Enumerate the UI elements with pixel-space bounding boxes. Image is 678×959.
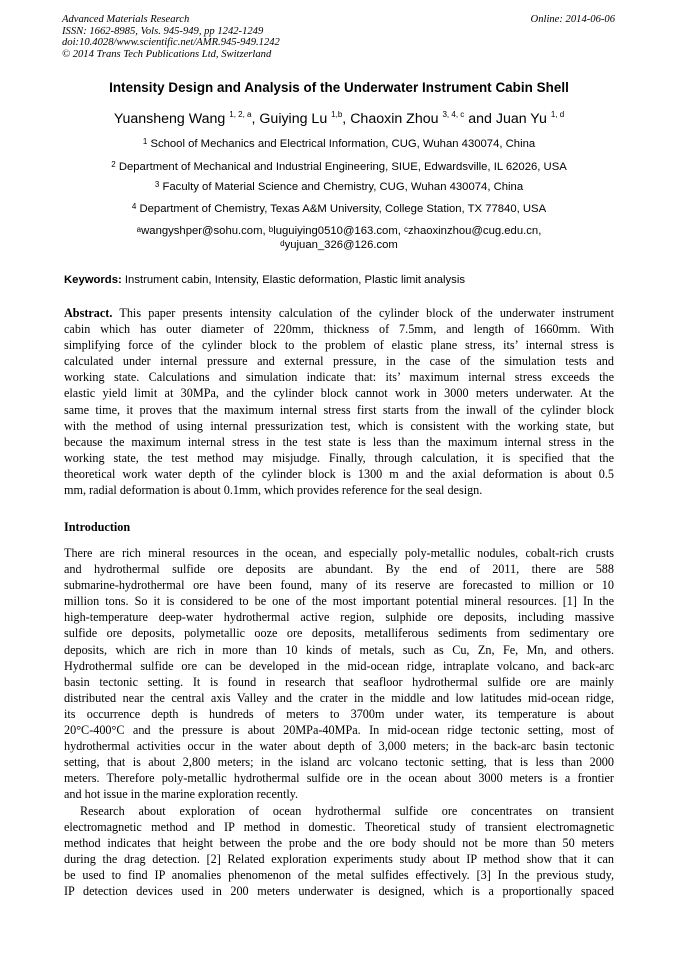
text-line: basin tectonic setting. It is found in research that seafloor hydrothermal sulfide ore are mainly <box>64 674 614 689</box>
author-emails <box>0 224 678 252</box>
affiliation-number: 4 <box>131 202 137 211</box>
text-line: with the method of using internal pressurization test, which is consistent with the working state, but <box>64 418 614 433</box>
text-line: and hydrothermal sulfide ore deposits are abundant. By the end of 2011, there are 588 <box>64 562 614 577</box>
author-list: Yuansheng Wang $^{1, 2, a}$, Guiying Lu $^{1,b}$, Chaoxin Zhou $^{3, 4, c}$ and Juan Yu $^{1, d}$ <box>113 110 565 127</box>
text-line: working state, the test method may misjudge. Finally, through calculation, it is specified that the <box>64 450 614 465</box>
affiliation-text: School of Mechanics and Electrical Information, CUG, Wuhan 430074, China <box>150 138 536 150</box>
text-line: hydrothermal activities occur in the water about depth of 3,000 meters; in the back-arc basin tectonic <box>64 739 614 754</box>
text-line: million tons. So it is considered to be one of the most important potential mineral resources. [1] In the <box>64 594 614 609</box>
online-date: Online: 2014-06-06 <box>530 14 615 25</box>
author-name: Juan Yu <box>495 111 547 127</box>
text-line: working state. Calculations and simulation indicate that: its’ maximum internal stress exceeds the <box>64 370 614 385</box>
author-affiliation-marker: 1,b <box>331 110 343 119</box>
keywords-text: Instrument cabin, Intensity, Elastic deformation, Plastic limit analysis <box>121 274 465 286</box>
email-address[interactable]: luguiying0510@163.com, <box>273 225 405 237</box>
author-name: Chaoxin Zhou <box>350 111 439 127</box>
affiliation-number: 3 <box>154 180 160 189</box>
email-marker: b <box>268 225 274 234</box>
text-line: Hydrothermal sulfide ore can be developed in the mid-ocean ridge, intraplate volcano, and back-arc <box>64 658 614 673</box>
abstract-label: Abstract. <box>64 306 113 320</box>
affiliation-number: 2 <box>111 160 116 169</box>
email-address[interactable]: yujuan_326@126.com <box>284 239 398 251</box>
affiliation-number: 1 <box>142 137 148 146</box>
text-line: IP detection devices used in 200 meters underwater is designed, which is a proportionally spaced <box>64 883 614 898</box>
text-line: method indicates that height between the probe and the ore body should not be more than 50 meters <box>64 835 614 850</box>
text-line: its occurrence depth is hundreds of meters to 3700m under water, its temperature is about <box>64 706 614 721</box>
keywords-line <box>64 274 465 286</box>
text-line: mm, radial deformation is about 0.1mm, which provides reference for the seal design. <box>64 483 483 498</box>
issn-line: ISSN: 1662-8985, Vols. 945-949, pp 1242-1249 <box>62 25 264 37</box>
text-line: same time, it proves that the maximum internal stress first starts from the inwall of the cylinder block <box>64 402 614 417</box>
text-line: be used to find IP anomalies phenomenon of the metal sulfides effectively. [3] In the previous study, <box>64 867 614 882</box>
author-name: Guiying Lu <box>259 111 328 127</box>
text-line: elastic yield limit at 30MPa, and the cylinder block cannot work in 3000 meters underwater. At the <box>64 386 614 401</box>
text-line: sulfide ore deposits, polymetallic ooze ore deposits, metalliferous sediments from sedimentary ore <box>64 626 614 641</box>
author-affiliation-marker: 1, d <box>550 110 565 119</box>
text-line: during the drag detection. [2] Related exploration experiments study about IP method show that it can <box>64 851 614 866</box>
author-affiliation-marker: 3, 4, c <box>442 110 465 119</box>
text-line: There are rich mineral resources in the ocean, and especially poly-metallic nodules, cobalt-rich crusts <box>64 546 614 560</box>
affiliation <box>0 181 678 193</box>
text-line: calculated under internal pressure and external pressure, in the case of the simulation tests and <box>64 354 614 369</box>
affiliation-text: Faculty of Material Science and Chemistry, CUG, Wuhan 430074, China <box>162 181 524 193</box>
affiliation-text: Department of Mechanical and Industrial Engineering, SIUE, Edwardsville, IL 62026, USA <box>118 161 567 173</box>
text-line: 20°C-400°C and the pressure is about 20MPa-40MPa. In mid-ocean ridge tectonic setting, most of <box>64 723 614 738</box>
email-address[interactable]: zhaoxinzhou@cug.edu.cn, <box>408 225 542 237</box>
text-line: theoretical work water depth of the cylinder block is 1300 m and the axial deformation is about 0.5 <box>64 466 614 481</box>
author-name: Yuansheng Wang <box>113 111 226 127</box>
email-marker: a <box>136 225 142 234</box>
affiliation-text: Department of Chemistry, Texas A&M University, College Station, TX 77840, USA <box>139 203 547 215</box>
text-line: and hot issue in the marine exploration recently. <box>64 787 299 802</box>
paper-title: Intensity Design and Analysis of the Underwater Instrument Cabin Shell <box>109 80 569 95</box>
text-line: Research about exploration of ocean hydrothermal sulfide ore concentrates on transient <box>80 803 614 818</box>
introduction-paragraph <box>64 545 614 899</box>
email-marker: d <box>280 239 285 248</box>
text-line: deposits, which are rich in more than 10 kinds of metals, such as Cu, Zn, Fe, Mn, and others. <box>64 642 614 657</box>
text-line: Abstract. This paper presents intensity calculation of the cylinder block of the underwater instrument <box>64 306 614 320</box>
text-line: high-temperature deep-water hydrothermal active region, sulphide ore deposits, including massive <box>64 610 614 625</box>
text-line: submarine-hydrothermal ore have been found, many of its reserve are forecasted to million or 10 <box>64 578 614 593</box>
copyright-line: © 2014 Trans Tech Publications Ltd, Switzerland <box>62 48 272 60</box>
text-line: setting, that is about 2,800 meters; in the island arc volcano tectonic setting, that is less than 2000 <box>64 755 614 770</box>
author-affiliation-marker: 1, 2, a <box>229 110 252 119</box>
text-line: meters. Therefore poly-metallic hydrothermal sulfide ore in the ocean about 3000 meters is a frontier <box>64 771 614 786</box>
email-address[interactable]: wangyshper@sohu.com, <box>141 225 269 237</box>
abstract-paragraph <box>64 305 614 498</box>
journal-name: Advanced Materials Research <box>62 14 190 25</box>
text-line: distributed near the central axis Valley and the crater in the middle and low latitudes mid-ocean ridge, <box>64 690 614 705</box>
text-line: simplifying force of the cylinder block to the problem of elastic plane stress, its’ internal stress is <box>64 338 614 353</box>
affiliation <box>0 138 678 150</box>
journal-header <box>62 14 280 60</box>
text-line: electromagnetic method and IP method in domestic. Theoretical study of transient electromagnetic <box>64 819 614 834</box>
affiliation <box>0 203 678 215</box>
affiliation <box>0 161 678 173</box>
text-line: cabin which has outer diameter of 220mm, thickness of 7.5mm, and length of 1660mm. With <box>64 322 614 337</box>
doi-line: doi:10.4028/www.scientific.net/AMR.945-949.1242 <box>62 37 280 49</box>
keywords-label: Keywords: <box>64 274 122 286</box>
email-marker: c <box>404 225 409 234</box>
text-line: because the maximum internal stress in the test state is less than the maximum internal stress in the <box>64 434 614 449</box>
section-heading-introduction: Introduction <box>64 520 131 534</box>
